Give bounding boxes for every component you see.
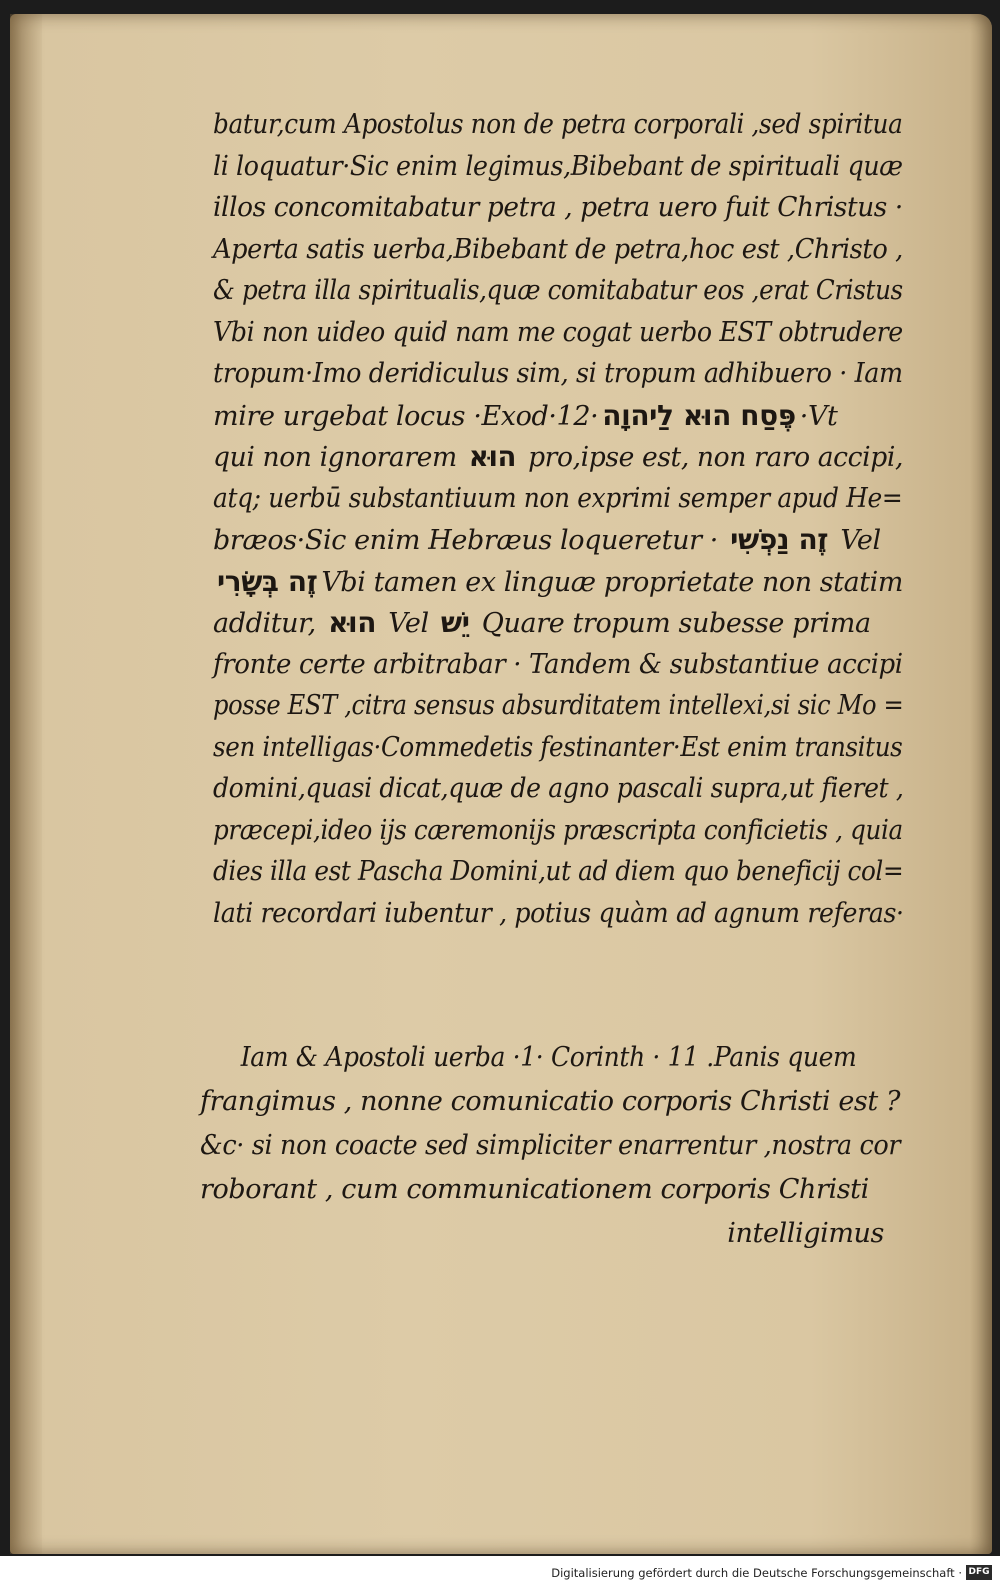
hebrew-text: זֶה בְּשָׂרִי xyxy=(216,564,318,598)
text-line xyxy=(200,1080,900,1124)
line-text: Vbi non uideo quid nam me cogat uerbo EST obtrudere xyxy=(213,316,903,348)
line-text: tropum·Imo deridiculus sim, si tropum adhibuero · Iam xyxy=(213,358,903,389)
line-text: roborant , cum communicationem corporis Christi xyxy=(200,1174,869,1205)
text-line xyxy=(213,519,903,561)
text-line xyxy=(200,1036,857,1080)
text-line xyxy=(213,893,904,935)
line-text: frangimus , nonne comunicatio corporis Christi est ? xyxy=(200,1086,901,1117)
text-line xyxy=(213,561,903,603)
text-line xyxy=(213,146,903,188)
line-text: Iam & Apostoli uerba ·1· Corinth · 11 .Panis quem xyxy=(240,1042,857,1073)
line-text: posse EST ,citra sensus absurditatem intellexi,si sic Mo = xyxy=(213,690,904,721)
text-line xyxy=(213,187,903,229)
line-text: sen intelligas·Commedetis festinanter·Est enim transitus xyxy=(213,731,903,763)
line-text: li loquatur·Sic enim legimus,Bibebant de spirituali quæ xyxy=(213,150,903,182)
line-text: pro,ipse est, non raro accipi, xyxy=(528,442,904,473)
text-line xyxy=(213,851,904,893)
text-line xyxy=(213,229,903,271)
page-gutter-shadow xyxy=(10,14,42,1554)
line-text: intelligimus xyxy=(727,1218,884,1249)
line-text: Vel xyxy=(840,525,881,556)
line-text: atq; uerbū substantiuum non exprimi semper apud He= xyxy=(213,482,903,514)
text-line xyxy=(213,727,903,769)
line-text: qui non ignorarem xyxy=(213,442,457,473)
line-text: mire urgebat locus ·Exod·12· xyxy=(213,400,599,432)
line-text: ·Vt xyxy=(799,400,838,432)
text-line xyxy=(213,768,904,810)
line-text: lati recordari iubentur , potius quàm ad agnum referas· xyxy=(213,897,904,929)
text-line xyxy=(213,312,903,354)
second-paragraph xyxy=(200,1036,900,1256)
text-line xyxy=(213,685,904,727)
line-text: batur,cum Apostolus non de petra corporali ,sed spiritua xyxy=(213,109,903,140)
footer-credit: Digitalisierung gefördert durch die Deutsche Forschungsgemeinschaft · xyxy=(551,1566,962,1580)
main-paragraph xyxy=(213,104,903,934)
text-line xyxy=(213,395,903,437)
text-line xyxy=(213,644,903,686)
text-line xyxy=(200,1168,900,1212)
hebrew-text: הוּא xyxy=(468,440,517,473)
line-text: dies illa est Pascha Domini,ut ad diem quo beneficij col= xyxy=(213,856,904,887)
text-line xyxy=(213,270,903,312)
text-line xyxy=(213,436,904,478)
line-text: bræos·Sic enim Hebræus loqueretur · xyxy=(213,525,718,556)
line-text: Aperta satis uerba,Bibebant de petra,hoc est ,Christo , xyxy=(213,233,903,265)
line-text: illos concomitabatur petra , petra uero fuit Christus · xyxy=(213,192,903,223)
hebrew-text: פֶּסַח הוּא לַיהוָה xyxy=(602,398,796,432)
dfg-logo-icon: DFG xyxy=(966,1565,992,1580)
line-text: præcepi,ideo ijs cæremonijs præscripta conficietis , quia xyxy=(213,814,903,846)
hebrew-text: יֵשׁ xyxy=(440,606,470,639)
hebrew-text: הוּא xyxy=(328,606,377,639)
line-text: &c· si non coacte sed simpliciter enarrentur ,nostra cor xyxy=(200,1130,901,1161)
hebrew-text: זֶה נַפְשִׁי xyxy=(730,523,829,556)
text-line xyxy=(213,353,903,395)
digitization-footer xyxy=(0,1556,1000,1594)
line-text: Vbi tamen ex linguæ proprietate non statim xyxy=(321,566,903,598)
text-line xyxy=(213,602,903,644)
line-text: Quare tropum subesse prima xyxy=(481,608,871,639)
line-text: fronte certe arbitrabar · Tandem & substantiue accipi xyxy=(213,648,903,680)
line-text: & petra illa spiritualis,quæ comitabatur eos ,erat Cristus xyxy=(213,275,903,306)
line-text: additur, xyxy=(213,608,316,639)
text-line xyxy=(213,104,903,146)
line-text: Vel xyxy=(388,608,429,639)
text-line xyxy=(200,1124,901,1168)
text-line xyxy=(200,1212,900,1256)
text-line xyxy=(213,478,903,520)
text-line xyxy=(213,810,903,852)
line-text: domini,quasi dicat,quæ de agno pascali supra,ut fieret , xyxy=(213,773,904,804)
